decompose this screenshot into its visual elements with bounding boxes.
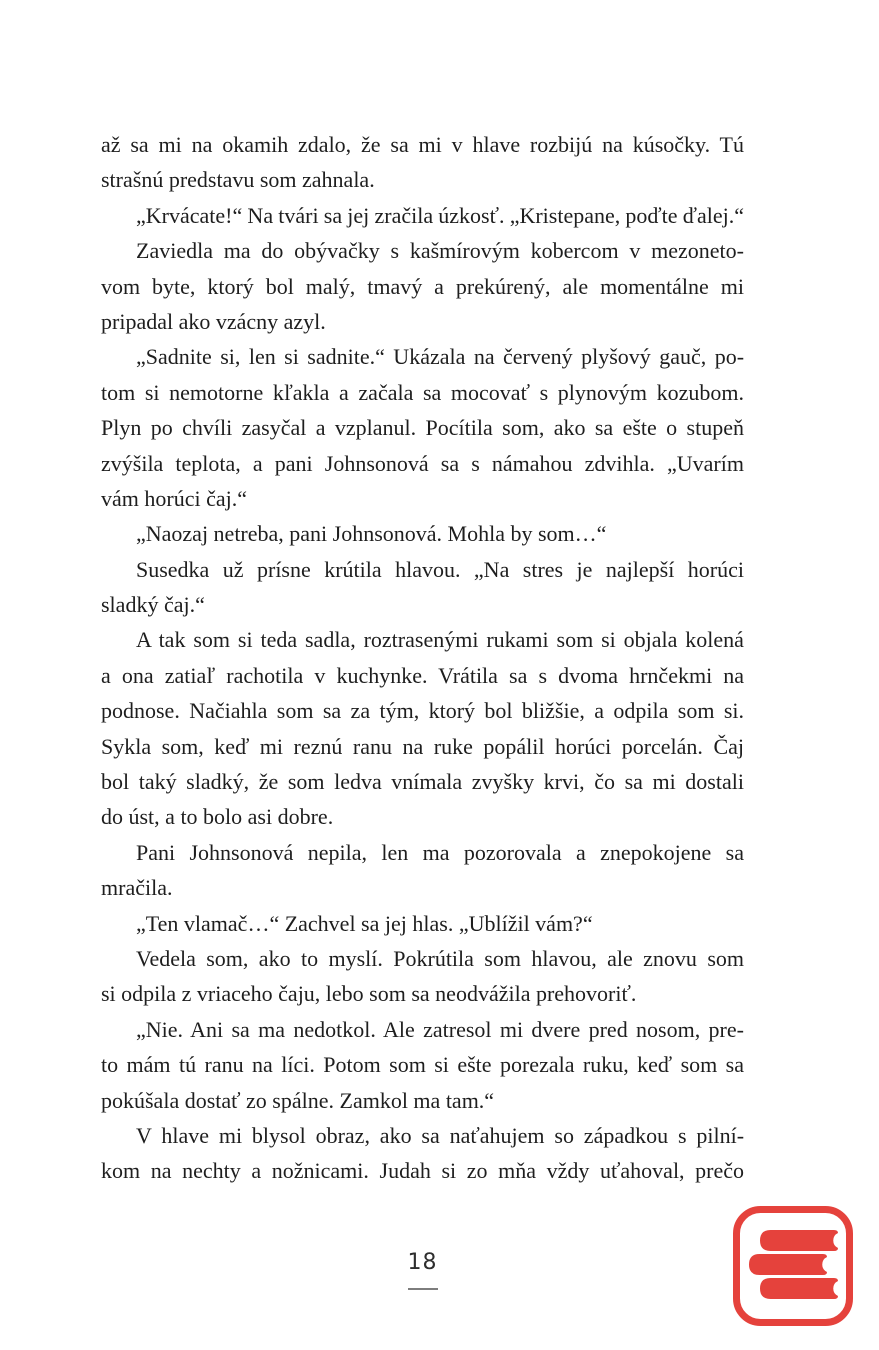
- text-block: [101, 127, 744, 1189]
- text-line: Vedela som, ako to myslí. Pokrútila som hlavou, ale znovu som: [136, 945, 744, 971]
- page-number: 18: [407, 1250, 438, 1275]
- text-line: „Sadnite si, len si sadnite.“ Ukázala na červený plyšový gauč, po-: [136, 344, 745, 370]
- text-line: do úst, a to bolo asi dobre.: [101, 804, 334, 830]
- text-line: Plyn po chvíli zasyčal a vzplanul. Pocítila som, ako sa ešte o stupeň: [101, 415, 745, 441]
- text-line: pokúšala dostať zo spálne. Zamkol ma tam.“: [101, 1087, 495, 1113]
- paragraph: [101, 835, 744, 906]
- paragraph: [101, 1118, 744, 1189]
- text-line: to mám tú ranu na líci. Potom som si ešte porezala ruku, keď som sa: [101, 1052, 745, 1078]
- text-line: „Naozaj netreba, pani Johnsonová. Mohla by som…“: [136, 521, 607, 547]
- text-line: bol taký sladký, že som ledva vnímala zvyšky krvi, čo sa mi dostali: [101, 769, 744, 795]
- text-line: „Nie. Ani sa ma nedotkol. Ale zatresol mi dvere pred nosom, pre-: [136, 1016, 744, 1042]
- book-icon: [760, 1230, 838, 1251]
- paragraph: [101, 1012, 744, 1118]
- text-line: mračila.: [101, 875, 173, 901]
- book-icon: [760, 1278, 838, 1299]
- text-line: Susedka už prísne krútila hlavou. „Na stres je najlepší horúci: [136, 556, 744, 582]
- paragraph: [101, 906, 744, 941]
- text-line: tom si nemotorne kľakla a začala sa mocovať s plynovým kozubom.: [101, 379, 744, 405]
- text-line: pripadal ako vzácny azyl.: [101, 308, 326, 334]
- text-line: a ona zatiaľ rachotila v kuchynke. Vrátila sa s dvoma hrnčekmi na: [101, 662, 745, 688]
- text-line: kom na nechty a nožnicami. Judah si zo mňa vždy uťahoval, prečo: [101, 1158, 745, 1184]
- text-line: „Krvácate!“ Na tvári sa jej zračila úzkosť. „Kristepane, poďte ďalej.“: [136, 202, 744, 228]
- paragraph: [101, 339, 744, 516]
- text-line: si odpila z vriaceho čaju, lebo som sa neodvážila prehovoriť.: [101, 981, 637, 1007]
- paragraph: [101, 516, 744, 551]
- text-line: vám horúci čaj.“: [101, 485, 247, 511]
- paragraph: [101, 127, 744, 198]
- paragraph: [101, 233, 744, 339]
- text-line: Zaviedla ma do obývačky s kašmírovým kobercom v mezoneto-: [136, 238, 744, 264]
- text-line: až sa mi na okamih zdalo, že sa mi v hlave rozbijú na kúsočky. Tú: [101, 132, 744, 157]
- stacked-books-icon: [733, 1206, 853, 1326]
- paragraph: [101, 941, 744, 1012]
- text-line: sladký čaj.“: [101, 592, 205, 618]
- text-line: strašnú predstavu som zahnala.: [101, 167, 375, 193]
- publisher-logo: [733, 1206, 853, 1326]
- book-icon: [749, 1254, 827, 1275]
- text-line: podnose. Načiahla som sa za tým, ktorý bol bližšie, a odpila som si.: [101, 698, 745, 724]
- paragraph: [101, 552, 744, 623]
- paragraph: [101, 622, 744, 834]
- footer-divider: [408, 1288, 438, 1290]
- text-line: „Ten vlamač…“ Zachvel sa jej hlas. „Ublížil vám?“: [136, 910, 593, 936]
- text-line: A tak som si teda sadla, roztrasenými rukami som si objala kolená: [136, 627, 744, 653]
- page-footer: [101, 1251, 744, 1290]
- paragraph: [101, 198, 744, 233]
- text-line: V hlave mi blysol obraz, ako sa naťahujem so západkou s pilní-: [136, 1122, 745, 1148]
- text-line: vom byte, ktorý bol malý, tmavý a prekúrený, ale momentálne mi: [101, 273, 744, 299]
- text-line: zvýšila teplota, a pani Johnsonová sa s námahou zdvihla. „Uvarím: [101, 450, 744, 476]
- text-line: Pani Johnsonová nepila, len ma pozorovala a znepokojene sa: [136, 839, 744, 865]
- text-line: Sykla som, keď mi reznú ranu na ruke popálil horúci porcelán. Čaj: [101, 733, 744, 759]
